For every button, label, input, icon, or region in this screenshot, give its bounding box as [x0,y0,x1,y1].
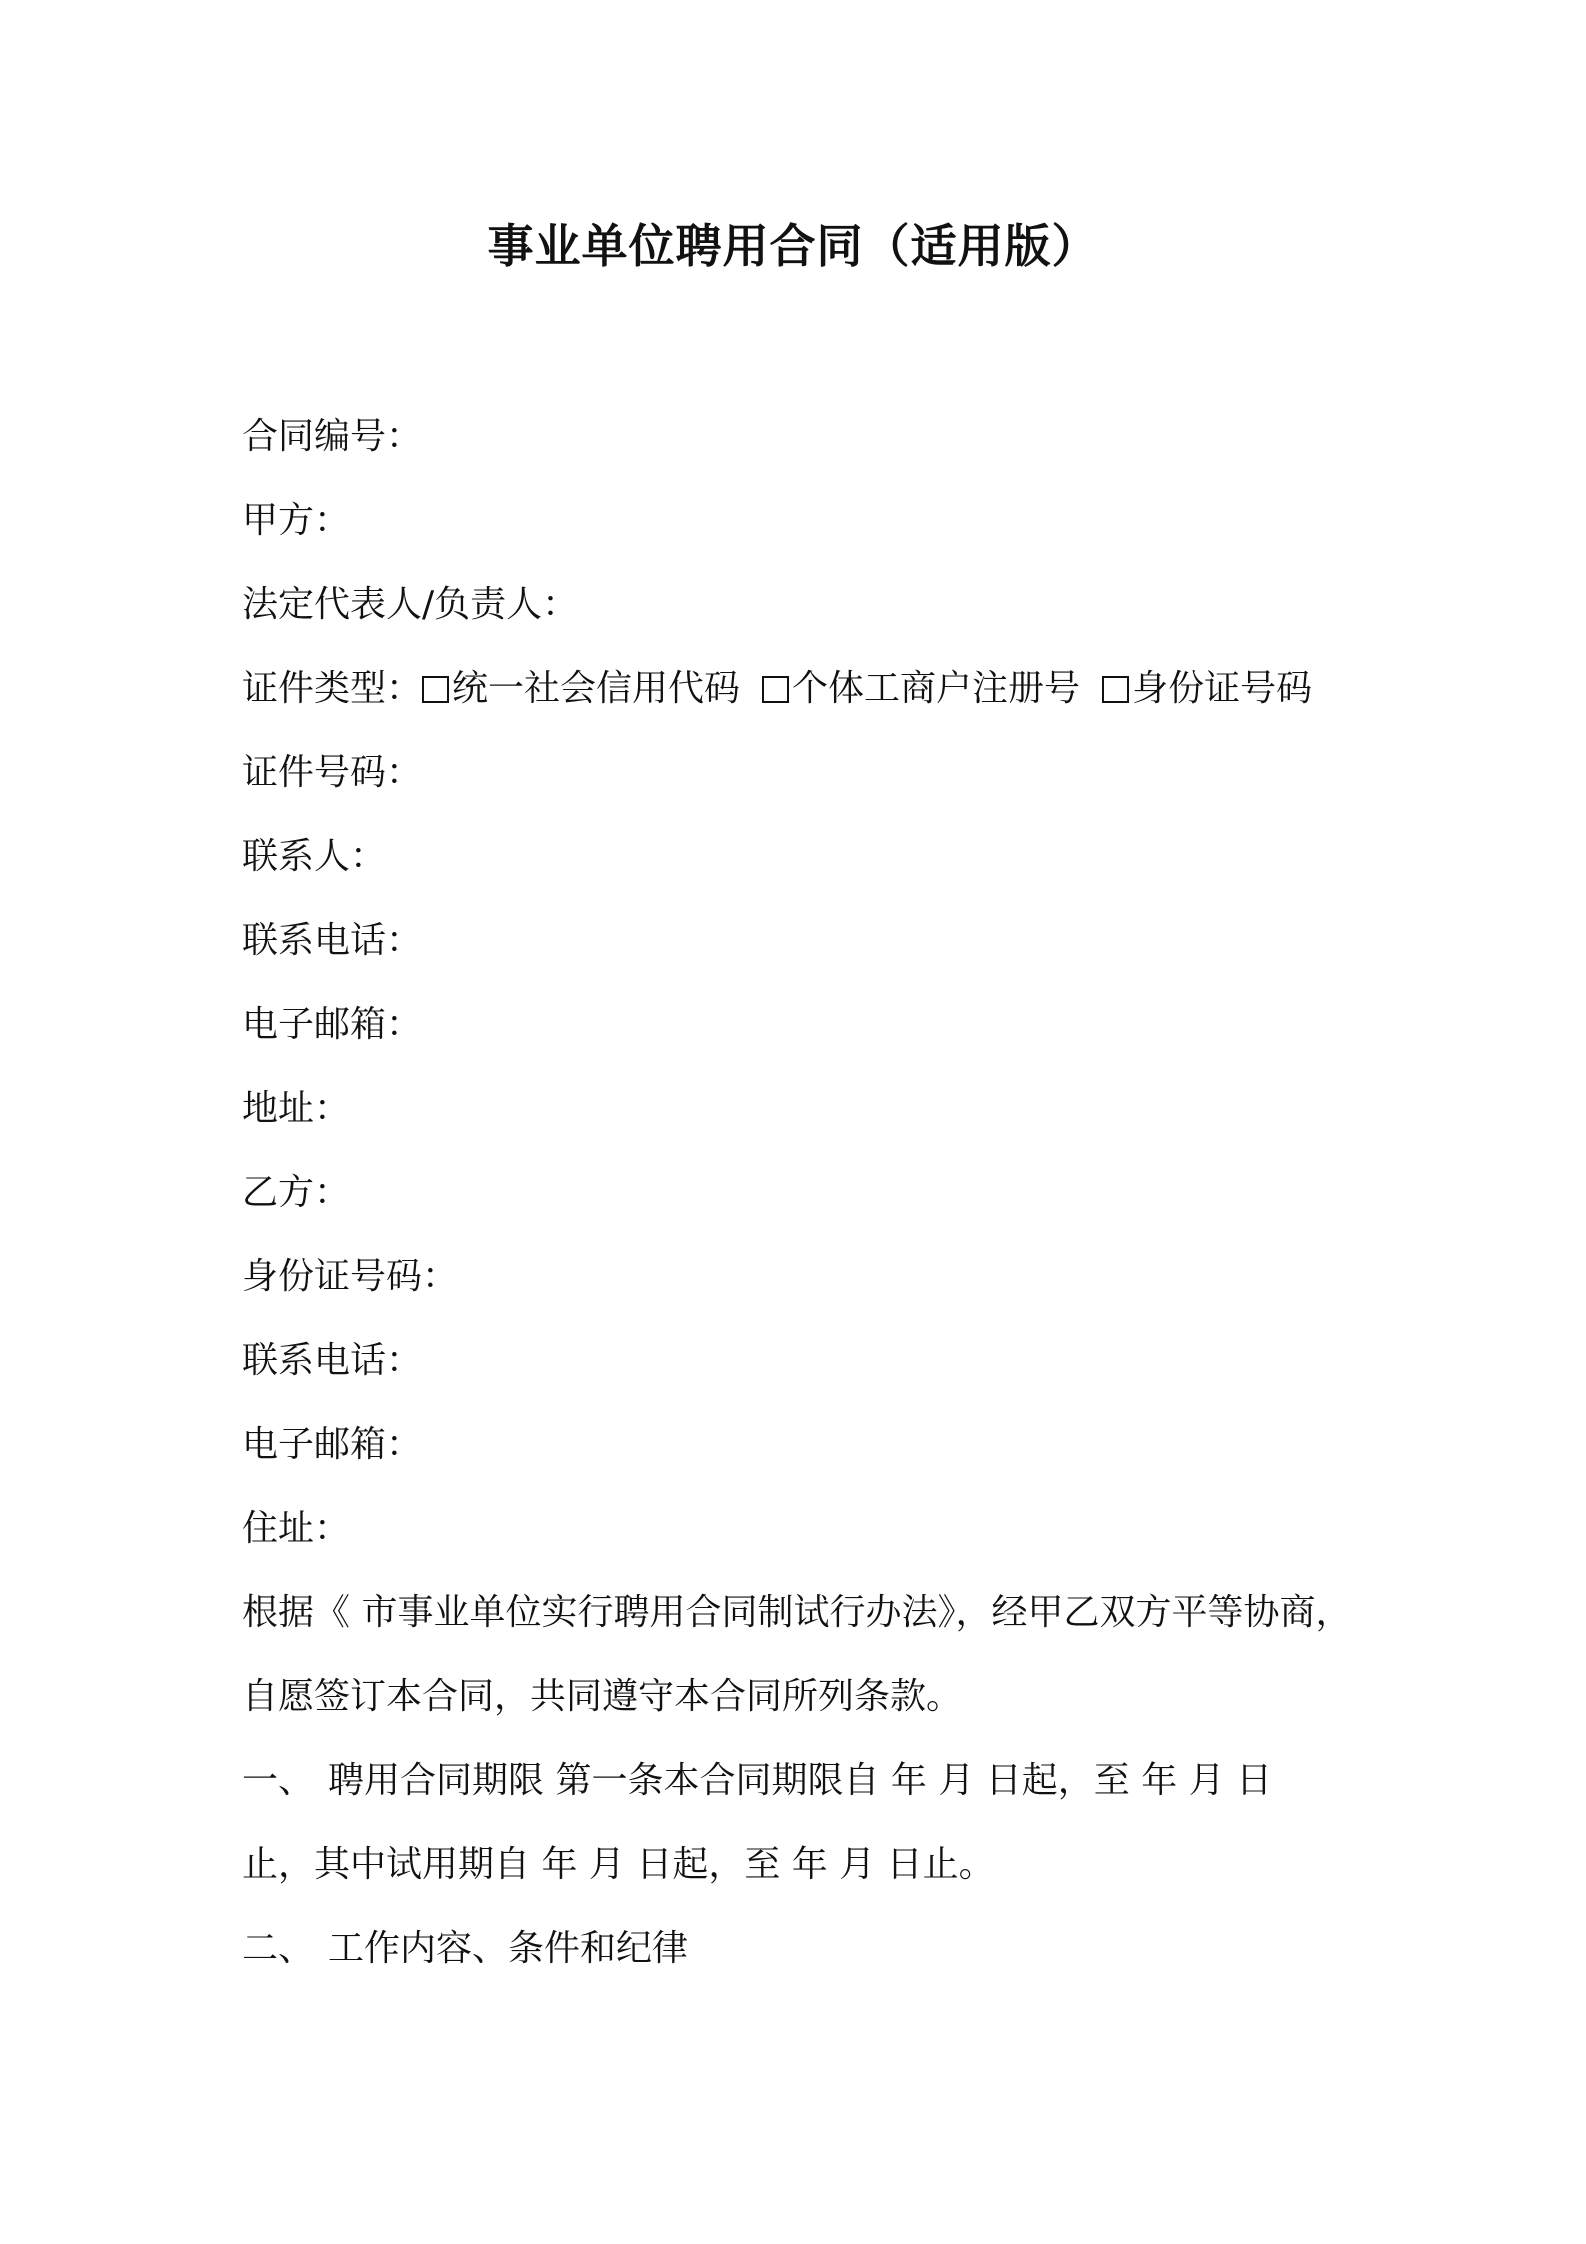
field-party-a-phone [242,916,422,966]
field-id-number [242,748,422,798]
field-label: 法定代表人/负责人 [242,584,543,625]
field-party-b-phone [242,1336,422,1386]
section-1-line-1 [242,1756,1352,1806]
field-party-b-id-number [242,1252,458,1302]
field-label: 电子邮箱 [242,1424,387,1465]
option-label: 身份证号码 [1132,668,1313,709]
field-label: 联系电话 [242,1340,387,1381]
checkbox-icon[interactable] [422,676,449,703]
field-label: 住址 [242,1508,315,1549]
field-colon: ： [386,668,423,709]
field-colon: ： [386,920,423,961]
id-type-option-business-reg[interactable] [762,664,1080,714]
field-id-type [242,664,1312,714]
field-colon: ： [386,1004,423,1045]
field-colon: ： [386,1424,423,1465]
section-2-title: 工作内容、条件和纪律 [328,1928,689,1969]
field-label: 电子邮箱 [242,1004,387,1045]
intro-line-2: 自愿签订本合同，共同遵守本合同所列条款。 [242,1676,963,1717]
field-party-b-email [242,1420,422,1470]
checkbox-icon[interactable] [1102,676,1129,703]
section-1-text: 聘用合同期限 第一条本合同期限自 年 月 日起，至 年 月 日 [328,1760,1273,1801]
section-1-line-2: 止，其中试用期自 年 月 日起，至 年 月 日止。 [242,1844,995,1885]
field-party-a [242,496,350,546]
field-label: 联系电话 [242,920,387,961]
field-colon: ： [386,416,423,457]
field-label: 证件类型 [242,668,387,709]
field-colon: ： [386,752,423,793]
field-label: 身份证号码 [242,1256,423,1297]
field-label: 联系人 [242,836,351,877]
field-colon: ： [542,584,579,625]
field-contract-number [242,412,422,462]
field-label: 乙方 [242,1172,315,1213]
intro-line-1: 根据《 市事业单位实行聘用合同制试行办法》，经甲乙双方平等协商， [242,1592,1352,1633]
field-colon: ： [314,1172,351,1213]
field-colon: ： [386,1340,423,1381]
field-label: 地址 [242,1088,315,1129]
field-colon: ： [314,1508,351,1549]
id-type-option-id-card[interactable] [1102,664,1312,714]
id-type-option-credit-code[interactable] [422,664,740,714]
field-contact-person [242,832,386,882]
section-number: 二、 [242,1928,315,1969]
field-colon: ： [314,1088,351,1129]
field-label: 证件号码 [242,752,387,793]
field-colon: ： [422,1256,459,1297]
field-colon: ： [350,836,387,877]
option-label: 统一社会信用代码 [452,668,741,709]
checkbox-icon[interactable] [762,676,789,703]
field-party-a-address [242,1084,350,1134]
field-label: 合同编号 [242,416,387,457]
field-label: 甲方 [242,500,315,541]
section-2-heading [242,1924,1352,1974]
field-legal-representative [242,580,578,630]
field-colon: ： [314,500,351,541]
option-label: 个体工商户注册号 [792,668,1081,709]
section-number: 一、 [242,1760,315,1801]
field-party-b [242,1168,350,1218]
document-title: 事业单位聘用合同（适用版） [487,219,1099,273]
field-party-a-email [242,1000,422,1050]
field-party-b-residence [242,1504,350,1554]
